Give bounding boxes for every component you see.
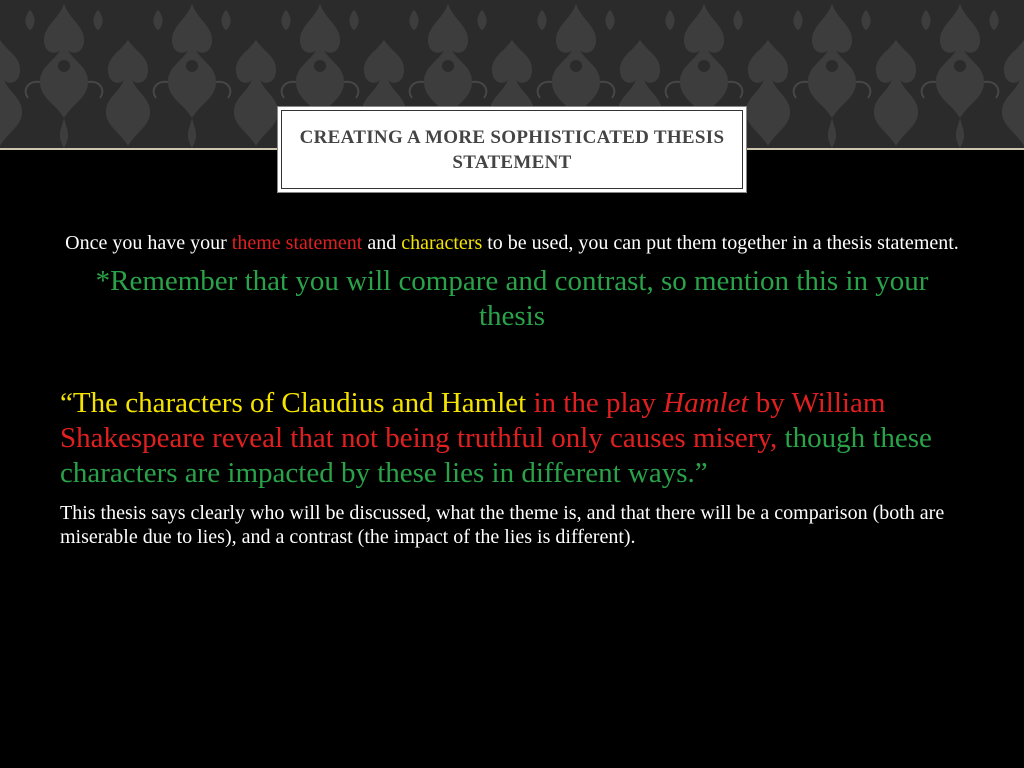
example-open-quote: “ [60, 387, 73, 419]
slide-body [60, 230, 964, 549]
title-box [277, 106, 747, 193]
intro-text-1: Once you have your [65, 232, 232, 254]
slide-title: CREATING A MORE SOPHISTICATED THESIS STATEMENT [299, 126, 725, 173]
intro-text-3: to be used, you can put them together in a thesis statement. [482, 232, 959, 254]
example-play-title: Hamlet [663, 387, 749, 419]
reminder-paragraph: *Remember that you will compare and contrast, so mention this in your thesis [95, 265, 929, 332]
characters-term: characters [401, 232, 483, 254]
example-thesis [60, 386, 964, 491]
intro-text-2: and [362, 232, 402, 254]
example-contrast: though these characters are impacted by these lies in different ways. [60, 422, 932, 489]
example-play-phrase: in the play [526, 387, 664, 419]
title-inner-frame [281, 110, 743, 189]
example-theme: by William Shakespeare reveal that not being truthful only causes misery, [60, 387, 886, 454]
theme-statement-term: theme statement [231, 232, 363, 254]
intro-paragraph [60, 230, 964, 256]
explanation-paragraph: This thesis says clearly who will be discussed, what the theme is, and that there will be a comparison (both are miserable due to lies), and a contrast (the impact of the lies is different). [60, 502, 945, 548]
example-characters: The characters of Claudius and Hamlet [72, 387, 527, 419]
example-close-quote: ” [694, 457, 708, 489]
